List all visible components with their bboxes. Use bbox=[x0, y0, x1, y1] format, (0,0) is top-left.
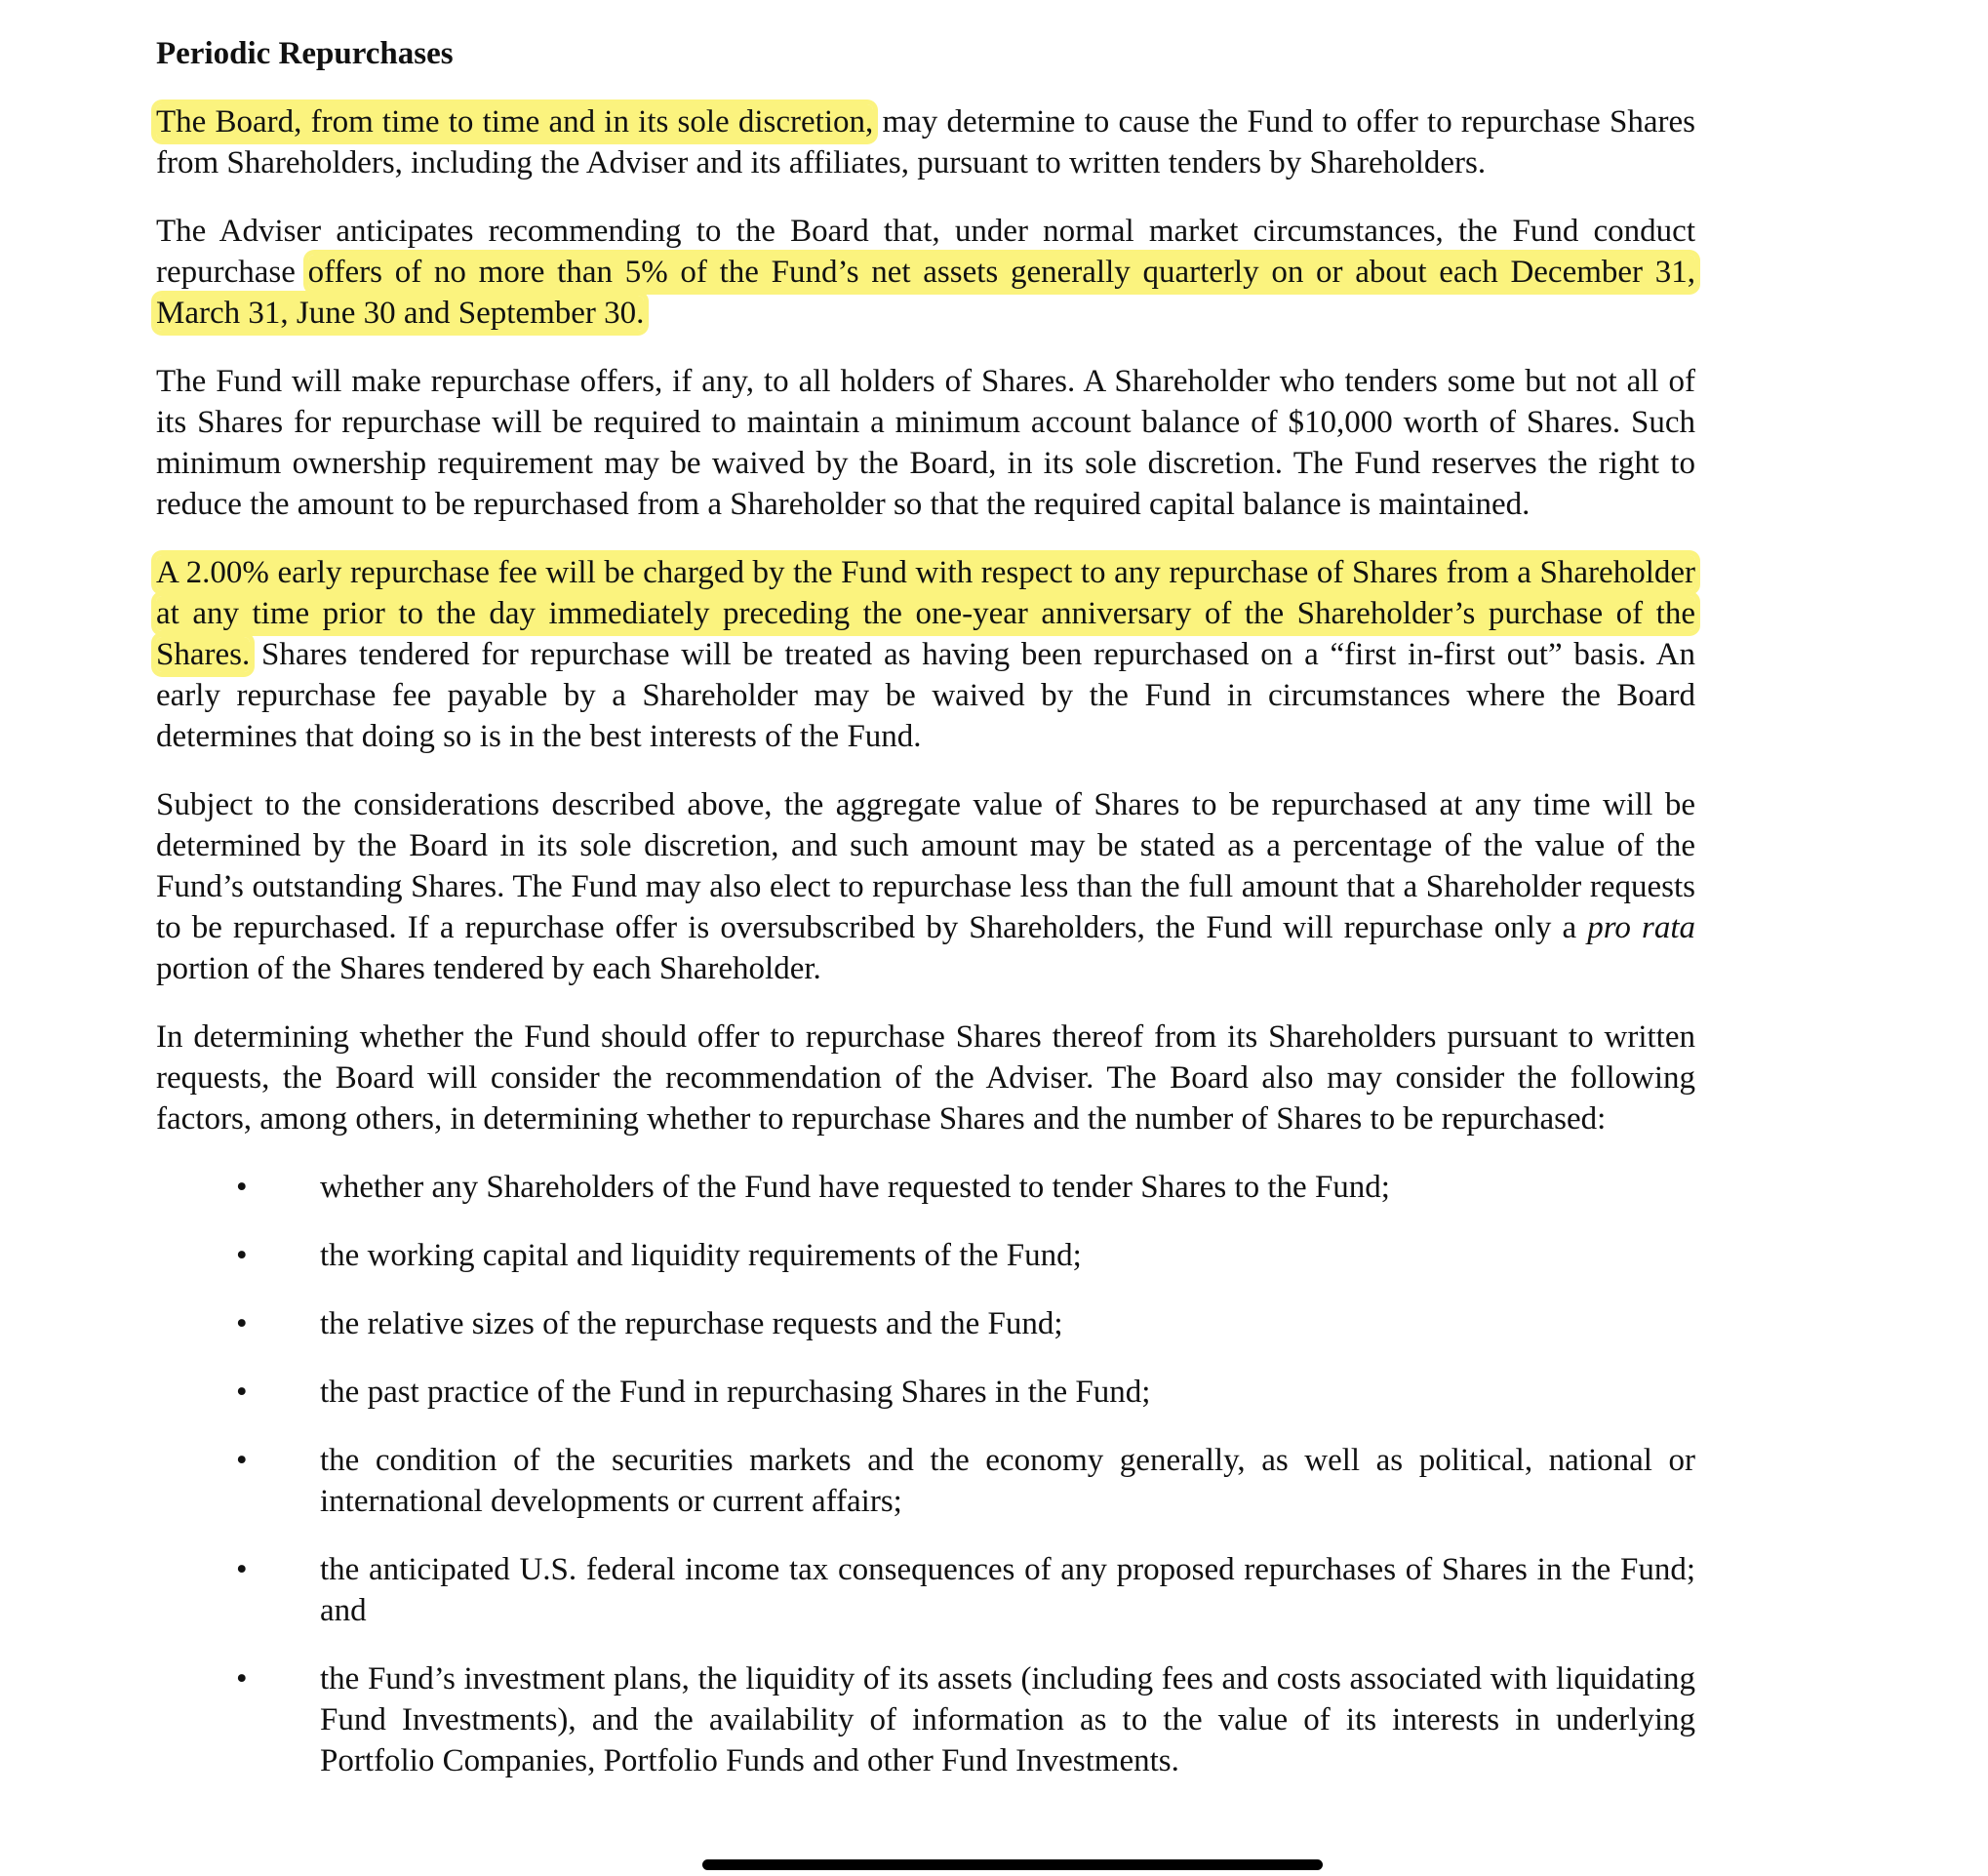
bullet-icon: • bbox=[236, 1238, 248, 1273]
list-item bbox=[156, 1440, 1695, 1522]
list-item bbox=[156, 1167, 1695, 1208]
paragraph-text: portion of the Shares tendered by each Shareholder. bbox=[156, 951, 821, 986]
highlighted-text[interactable]: offers of no more than 5% of the Fund’s net assets generally quarterly on or about each December 31, March 31, June 30 and September 30. bbox=[156, 255, 1695, 331]
list-item-text: the past practice of the Fund in repurchasing Shares in the Fund; bbox=[320, 1375, 1151, 1410]
paragraph-adviser-recommendation bbox=[156, 211, 1695, 334]
paragraph-repurchase-offers: The Fund will make repurchase offers, if any, to all holders of Shares. A Shareholder who tenders some but not all of its Shares for repurchase will be required to maintain a minimum account balance of $10,000 worth of Shares. Such minimum ownership requirement may be waived by the Board, in its sole discretion. The Fund reserves the right to reduce the amount to be repurchased from a Shareholder so that the required capital balance is maintained. bbox=[156, 364, 1695, 522]
bullet-icon: • bbox=[236, 1170, 248, 1205]
italic-text: pro rata bbox=[1587, 910, 1695, 945]
list-item bbox=[156, 1372, 1695, 1413]
paragraph-aggregate-value bbox=[156, 784, 1695, 989]
list-item bbox=[156, 1549, 1695, 1631]
home-indicator[interactable] bbox=[702, 1859, 1323, 1870]
list-item bbox=[156, 1658, 1695, 1781]
paragraph-text: may determine to cause the Fund to offer to repurchase Shares from Shareholders, including the Adviser and its affiliates, pursuant to written tenders by Shareholders. bbox=[156, 104, 1695, 180]
list-item bbox=[156, 1235, 1695, 1276]
paragraph-board-factors-intro: In determining whether the Fund should offer to repurchase Shares thereof from its Shareholders pursuant to written requests, the Board will consider the recommendation of the Adviser. The Board also may consider the following factors, among others, in determining whether to repurchase Shares and the number of Shares to be repurchased: bbox=[156, 1019, 1695, 1137]
list-item-text: the relative sizes of the repurchase requests and the Fund; bbox=[320, 1306, 1063, 1341]
bullet-icon: • bbox=[236, 1306, 248, 1341]
list-item-text: the anticipated U.S. federal income tax consequences of any proposed repurchases of Shares in the Fund; and bbox=[320, 1552, 1695, 1628]
bullet-icon: • bbox=[236, 1443, 248, 1478]
bullet-icon: • bbox=[236, 1661, 248, 1696]
paragraph-early-repurchase-fee bbox=[156, 552, 1695, 757]
highlighted-text[interactable]: The Board, from time to time and in its sole discretion, bbox=[156, 104, 874, 140]
list-item-text: the condition of the securities markets and the economy generally, as well as political, national or international developments or current affairs; bbox=[320, 1443, 1695, 1519]
document-page bbox=[156, 33, 1695, 1809]
list-item bbox=[156, 1303, 1695, 1344]
paragraph-text: Subject to the considerations described above, the aggregate value of Shares to be repurchased at any time will be determined by the Board in its sole discretion, and such amount may be stated as a percentage of the value of the Fund’s outstanding Shares. The Fund may also elect to repurchase less than the full amount that a Shareholder requests to be repurchased. If a repurchase offer is oversubscribed by Shareholders, the Fund will repurchase only a bbox=[156, 787, 1695, 945]
bullet-icon: • bbox=[236, 1375, 248, 1410]
list-item-text: the Fund’s investment plans, the liquidity of its assets (including fees and costs associated with liquidating Fund Investments), and the availability of information as to the value of its interests in underlying Portfolio Companies, Portfolio Funds and other Fund Investments. bbox=[320, 1661, 1695, 1778]
paragraph-text: The Adviser anticipates recommending to the Board that, under normal market circumstances, the Fund conduct repurchase bbox=[156, 214, 1695, 290]
paragraph-text: Shares tendered for repurchase will be treated as having been repurchased on a “first in-first out” basis. An early repurchase fee payable by a Shareholder may be waived by the Fund in circumstances where the Board determines that doing so is in the best interests of the Fund. bbox=[156, 637, 1695, 754]
highlighted-text[interactable]: A 2.00% early repurchase fee will be charged by the Fund with respect to any repurchase of Shares from a Shareholder at any time prior to the day immediately preceding the one-year anniversary of the Shareholder’s purchase of the Shares. bbox=[156, 555, 1695, 672]
section-heading: Periodic Repurchases bbox=[156, 36, 454, 71]
paragraph-board-discretion bbox=[156, 101, 1695, 183]
list-item-text: whether any Shareholders of the Fund have requested to tender Shares to the Fund; bbox=[320, 1170, 1390, 1205]
factors-list bbox=[156, 1167, 1695, 1781]
bullet-icon: • bbox=[236, 1552, 248, 1587]
list-item-text: the working capital and liquidity requirements of the Fund; bbox=[320, 1238, 1082, 1273]
